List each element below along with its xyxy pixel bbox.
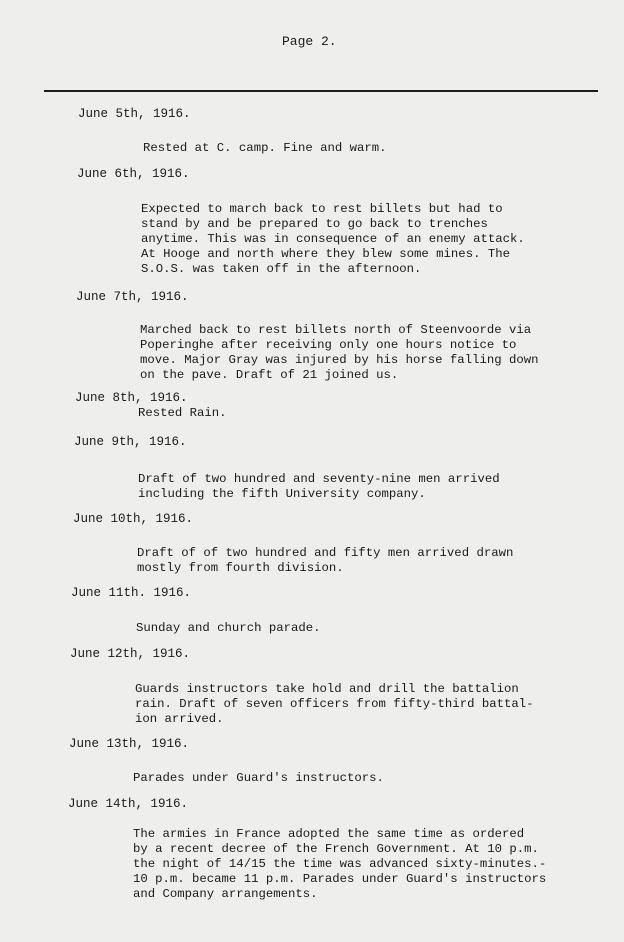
entry-line: by a recent decree of the French Government. At 10 p.m. <box>133 842 539 856</box>
entry-date: June 12th, 1916. <box>70 647 191 661</box>
entry-line: on the pave. Draft of 21 joined us. <box>140 368 399 382</box>
header-rule <box>44 90 598 92</box>
entry-line: Rested Rain. <box>138 406 227 420</box>
entry-date: June 5th, 1916. <box>78 107 191 121</box>
entry-date: June 7th, 1916. <box>76 290 189 304</box>
entry-line: Draft of of two hundred and fifty men arrived drawn <box>137 546 514 560</box>
entry-line: the night of 14/15 the time was advanced sixty-minutes.- <box>133 857 547 871</box>
entry-date: June 14th, 1916. <box>68 797 189 811</box>
entry-line: Poperinghe after receiving only one hours notice to <box>140 338 517 352</box>
entry-line: Sunday and church parade. <box>136 621 321 635</box>
entry-line: move. Major Gray was injured by his horse falling down <box>140 353 539 367</box>
entry-line: The armies in France adopted the same time as ordered <box>133 827 525 841</box>
entry-date: June 6th, 1916. <box>77 167 190 181</box>
entry-line: S.O.S. was taken off in the afternoon. <box>141 262 422 276</box>
entry-line: stand by and be prepared to go back to trenches <box>141 217 488 231</box>
entry-line: Expected to march back to rest billets but had to <box>141 202 503 216</box>
entry-line: 10 p.m. became 11 p.m. Parades under Guard's instructors <box>133 872 547 886</box>
entry-line: anytime. This was in consequence of an enemy attack. <box>141 232 525 246</box>
entry-line: Draft of two hundred and seventy-nine men arrived <box>138 472 500 486</box>
entry-line: ion arrived. <box>135 712 224 726</box>
entry-line: rain. Draft of seven officers from fifty-third battal- <box>135 697 534 711</box>
entry-date: June 8th, 1916. <box>75 391 188 405</box>
entry-line: At Hooge and north where they blew some mines. The <box>141 247 510 261</box>
entry-line: Rested at C. camp. Fine and warm. <box>143 141 387 155</box>
entry-date: June 9th, 1916. <box>74 435 187 449</box>
entry-date: June 10th, 1916. <box>73 512 194 526</box>
entry-line: Marched back to rest billets north of Steenvoorde via <box>140 323 532 337</box>
entry-line: Parades under Guard's instructors. <box>133 771 384 785</box>
entry-line: mostly from fourth division. <box>137 561 344 575</box>
entry-date: June 11th. 1916. <box>71 586 192 600</box>
page-number: Page 2. <box>282 34 337 49</box>
entry-line: Guards instructors take hold and drill the battalion <box>135 682 519 696</box>
entry-date: June 13th, 1916. <box>69 737 190 751</box>
entry-line: including the fifth University company. <box>138 487 426 501</box>
entry-line: and Company arrangements. <box>133 887 318 901</box>
